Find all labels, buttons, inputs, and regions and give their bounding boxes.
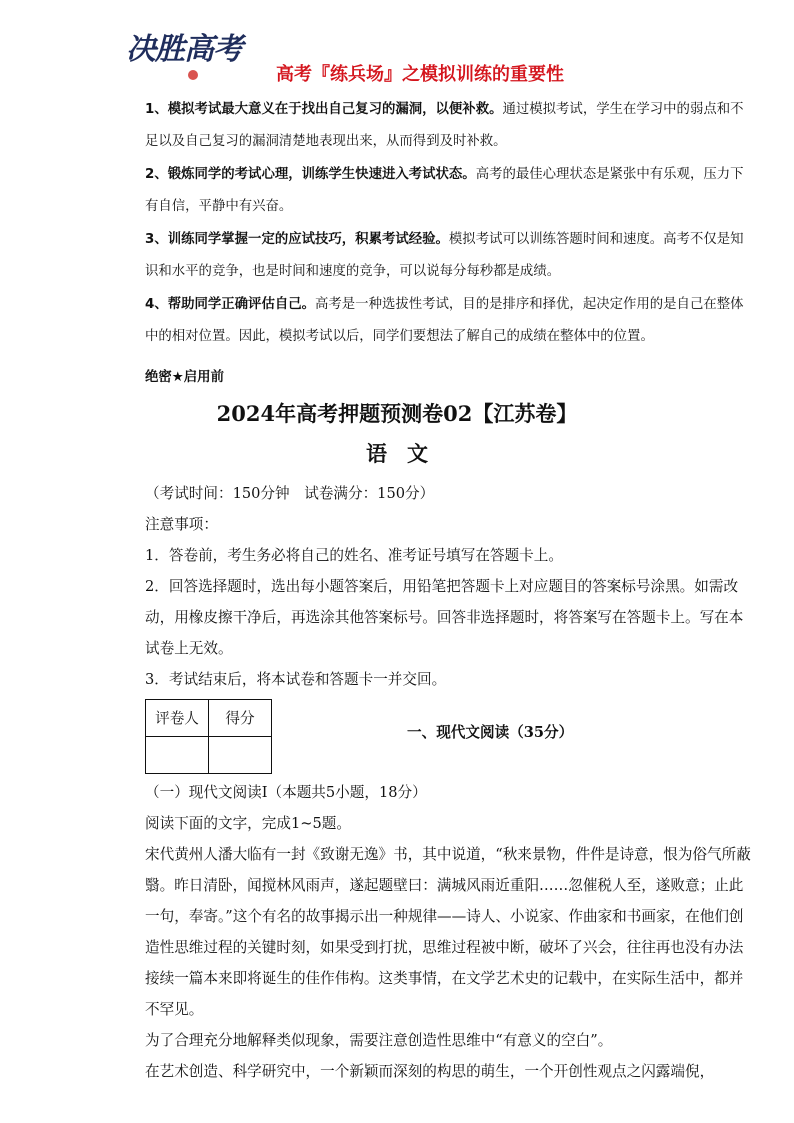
secret-label: 绝密★启用前 [145, 370, 224, 385]
notice-item: 2．回答选择题时，选出每小题答案后，用铅笔把答题卡上对应题目的答案标号涂黑。如需改动，用橡皮擦干净后，再选涂其他答案标号。回答非选择题时，将答案写在答题卡上。写在本试卷上无效。 [145, 578, 744, 657]
part-title: （一）现代文阅读Ⅰ（本题共5小题，18分） [145, 784, 427, 801]
score-table [145, 699, 272, 774]
intro-item: 2、锻炼同学的考试心理，训练学生快速进入考试状态。高考的最佳心理状态是紧张中有乐观，压力下有自信，平静中有兴奋。 [145, 167, 744, 214]
notice-item: 1．答卷前，考生务必将自己的姓名、准考证号填写在答题卡上。 [145, 547, 563, 564]
intro-item: 1、模拟考试最大意义在于找出自己复习的漏洞，以便补救。通过模拟考试，学生在学习中的弱点和不足以及自己复习的漏洞清楚地表现出来，从而得到及时补救。 [145, 102, 744, 149]
exam-info: （考试时间：150分钟 试卷满分：150分） [145, 485, 435, 502]
intro-item: 3、训练同学掌握一定的应试技巧，积累考试经验。模拟考试可以训练答题时间和速度。高考不仅是知识和水平的竞争，也是时间和速度的竞争，可以说每分每秒都是成绩。 [145, 232, 744, 279]
intro-section [145, 94, 751, 354]
instruction: 阅读下面的文字，完成1~5题。 [145, 815, 351, 832]
exam-title: 2024年高考押题预测卷02【江苏卷】 [216, 401, 578, 426]
notice-item: 3．考试结束后，将本试卷和答题卡一并交回。 [145, 671, 447, 688]
logo-text: 决胜高考 [126, 32, 242, 67]
exam-body [145, 478, 753, 1087]
intro-item: 4、帮助同学正确评估自己。高考是一种选拔性考试，目的是排序和择优，起决定作用的是自己在整体中的相对位置。因此，模拟考试以后，同学们要想法了解自己的成绩在整体中的位置。 [145, 297, 744, 344]
passage-paragraph: 为了合理充分地解释类似现象，需要注意创造性思维中“有意义的空白”。 [145, 1032, 613, 1049]
notice-title: 注意事项： [145, 516, 218, 533]
score-header: 得分 [209, 700, 272, 737]
section-title: 一、现代文阅读（35分） [407, 724, 574, 741]
grader-header: 评卷人 [146, 700, 209, 737]
grader-cell [146, 737, 209, 774]
score-cell [209, 737, 272, 774]
logo-mark-icon [188, 70, 198, 80]
passage-paragraph: 在艺术创造、科学研究中，一个新颖而深刻的构思的萌生，一个开创性观点之闪露端倪， [145, 1063, 715, 1080]
logo [126, 22, 242, 84]
banner-title: 高考『练兵场』之模拟训练的重要性 [276, 64, 564, 85]
subject-title: 语文 [366, 441, 448, 466]
score-row [145, 699, 753, 775]
passage-paragraph: 宋代黄州人潘大临有一封《致谢无逸》书，其中说道，“秋来景物，件件是诗意，恨为俗气所蔽翳。昨日清卧，闻搅林风雨声，遂起题壁曰：满城风雨近重阳……忽催税人至，遂败意；止此一句，奉寄。”这个有名的故事揭示出一种规律——诗人、小说家、作曲家和书画家，在他们创造性思维过程的关键时刻，如果受到打扰，思维过程被中断，破坏了兴会，往往再也没有办法接续一篇本来即将诞生的佳作伟构。这类事情，在文学艺术史的记载中，在实际生活中，都并不罕见。 [145, 846, 751, 1018]
